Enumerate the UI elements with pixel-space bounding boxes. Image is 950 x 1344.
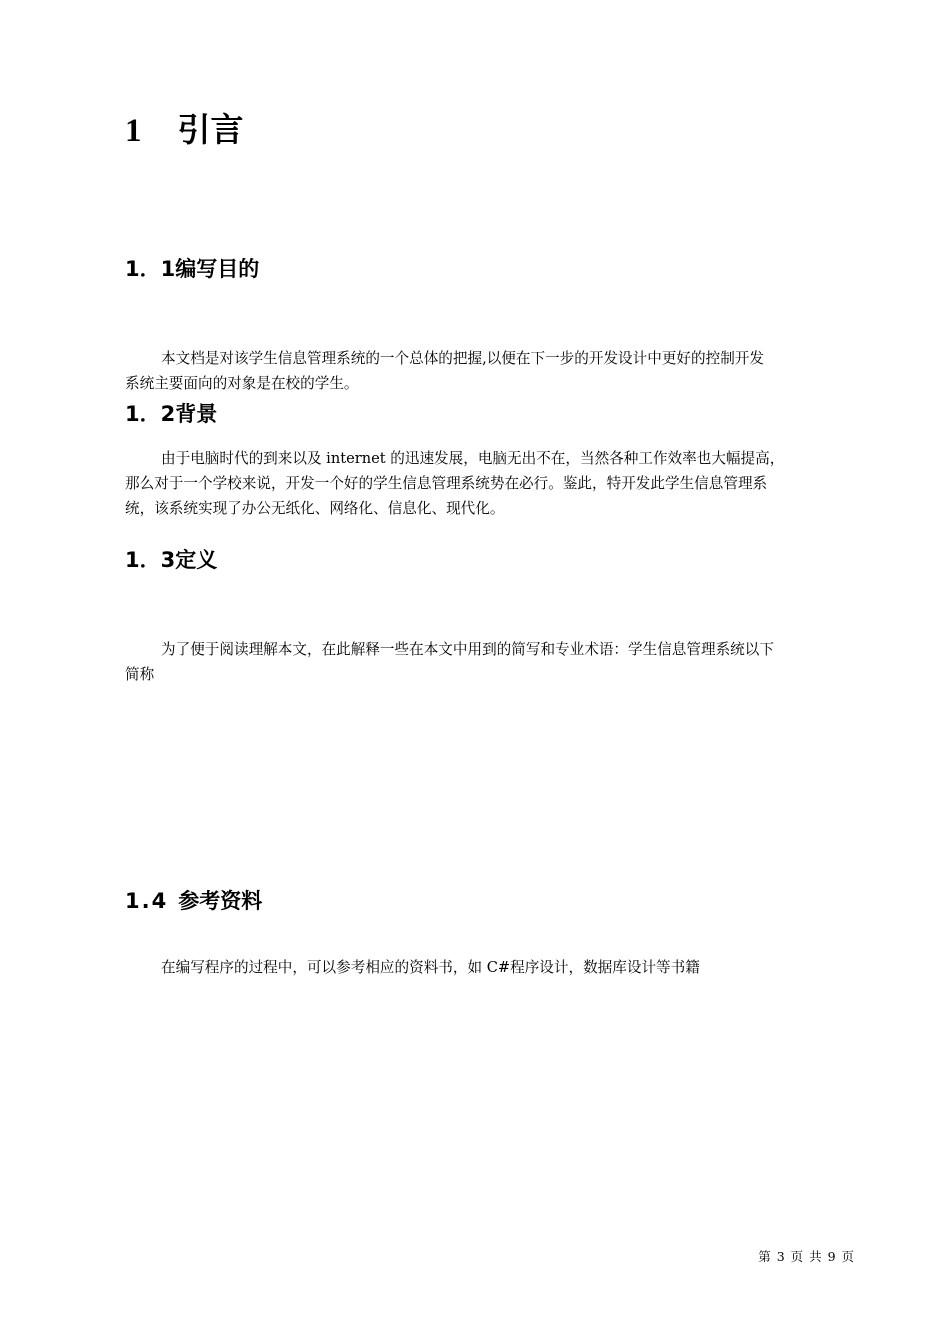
section-heading-references <box>125 887 262 915</box>
section-number: 1.4 <box>125 889 169 913</box>
section-body-references <box>125 955 855 980</box>
section-title: 编写目的 <box>175 257 260 281</box>
section-body-background <box>125 446 855 521</box>
paragraph-line: 统，该系统实现了办公无纸化、网络化、信息化、现代化。 <box>125 500 505 517</box>
section-heading-background <box>125 400 217 428</box>
chapter-number: 1 <box>125 113 142 149</box>
paragraph-line: 为了便于阅读理解本文，在此解释一些在本文中用到的简写和专业术语：学生信息管理系统以下 <box>161 641 774 658</box>
paragraph-line: 那么对于一个学校来说，开发一个好的学生信息管理系统势在必行。鉴此，特开发此学生信息管理系 <box>125 475 768 492</box>
paragraph-line: 系统主要面向的对象是在校的学生。 <box>125 375 359 392</box>
section-title: 背景 <box>175 402 218 426</box>
section-number: 1．1 <box>125 257 176 281</box>
paragraph-line: 在编写程序的过程中，可以参考相应的资料书，如 C#程序设计，数据库设计等书籍 <box>161 959 700 976</box>
paragraph-line: 简称 <box>125 666 155 683</box>
section-number: 1．3 <box>125 548 176 572</box>
section-title: 定义 <box>175 548 218 572</box>
section-heading-purpose <box>125 255 259 283</box>
paragraph-line: 本文档是对该学生信息管理系统的一个总体的把握,以便在下一步的开发设计中更好的控制开发 <box>161 350 764 367</box>
page-number-footer: 第 3 页 共 9 页 <box>758 1249 854 1264</box>
section-heading-definitions <box>125 546 217 574</box>
chapter-title: 引言 <box>177 110 244 149</box>
section-title: 参考资料 <box>178 889 263 913</box>
chapter-heading <box>125 110 244 151</box>
section-body-purpose <box>125 346 855 396</box>
section-body-definitions <box>125 637 855 687</box>
paragraph-line: 由于电脑时代的到来以及 internet 的迅速发展，电脑无出不在，当然各种工作效率也大幅提高， <box>161 450 785 467</box>
section-number: 1．2 <box>125 402 176 426</box>
